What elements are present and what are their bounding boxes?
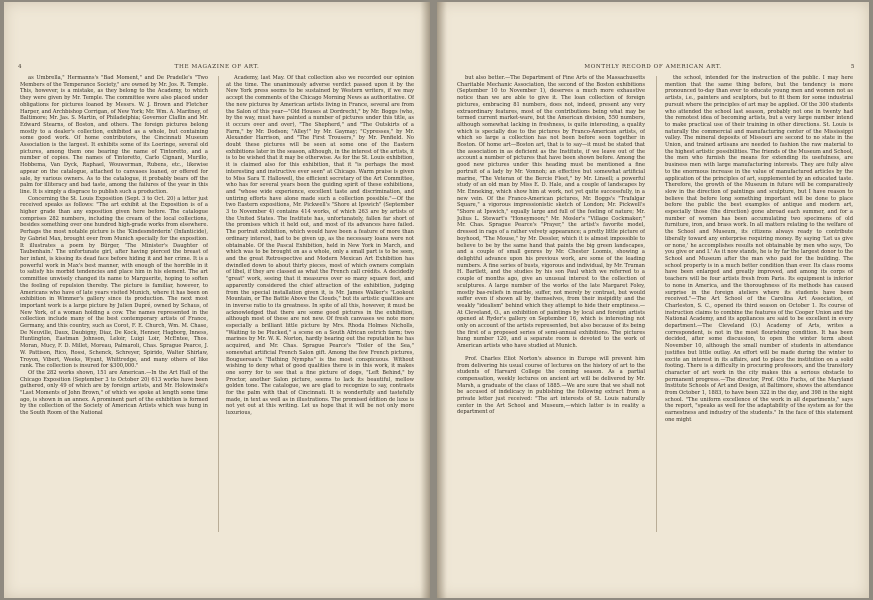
right-column-rule bbox=[656, 76, 657, 532]
paragraph: the school, intended for the instruction of the public. I may here mention that the same thing before, but the tendency is more pronounced to-day than ever to educate young men and women not as artists, i.e., painters and sculptors, but to fit them for some industrial pursuit where the principles of art may be applied. Of the 300 students who attended the school last season, probably not one in twenty had the remotest idea of becoming artists, but a very large number intend to make practical use of their training in other directions. St. Louis is naturally the commercial and manufacturing center of the Mississippi valley. The mineral deposits of Missouri are second to no state in the Union, and trained artisans are needed to fashion the raw material to the highest artistic possibilities. The friends of the Museum and School, the men who furnish the means for extending its usefulness, are business men with large manufacturing interests. They are fully alive to the enormous increase in the value of manufactured articles by the application of the principles of art, supplemented by an educated taste. Therefore, the growth of the Museum in future will be comparatively slow in the direction of paintings and sculpture, but I have reason to believe that before long something important will be done to place before the public the best examples of antique and modern art, especially those (the direction) gone abroad each summer, and for a number of women has been accumulating two specimens of old furniture, iron, and brass work. In all matters relating to the welfare of the School and Museum, its citizens always ready to contribute liberally toward any enterprise requiring money. By saying 'Let us give or none,' he accomplishes results not obtainable by men who says, 'Do you give or and I.' As it now stands, he is by far the largest donor to the School and Museum after the man who paid for the building. The school property is in a much better condition than ever. Its class rooms have been enlarged and greatly improved, and among its corps of teachers will be four artists fresh from Paris. Its equipment is inferior to none in America, and the thoroughness of its methods has caused surprise in the foreign ateliers where its students have been received."—The Art School of the Carolina Art Association, of Charleston, S. C., opened its third season on October 1. Its course of instruction claims to combine the features of the Cooper Union and the National Academy, and its appliances are said to be excellent in every department.—The Cleveland (O.) Academy of Arts, writes a correspondent, is not in the most flourishing condition. It has been decided, after some discussion, to open the winter term about November 10, although the small number of students in attendance justifies but little outlay. An effort will be made during the winter to excite an interest in its affairs, and to place the institution on a solid footing. There is a difficulty in procuring professors, and the transitory character of art work in the city makes this a serious obstacle to permanent progress.—The director, Prof. Otto Fuchs, of the Maryland Institute Schools of Art and Design, at Baltimore, shows the attendance from October 1, 1883, to have been 322 in the day, and 398 in the night school. "The uniform excellence of the work in all departments," says the report, "speaks as well for the adaptability of the system as for the earnestness and industry of the students." In the face of this statement one might bbox=[665, 75, 853, 423]
left-column-1 bbox=[20, 75, 208, 535]
right-page bbox=[437, 2, 869, 598]
right-running-head: MONTHLY RECORD OF AMERICAN ART. bbox=[584, 64, 722, 70]
left-column-2 bbox=[226, 75, 414, 535]
right-page-gutter-shadow bbox=[437, 2, 447, 598]
left-column-rule bbox=[218, 76, 219, 532]
left-page-gutter-shadow bbox=[420, 2, 430, 598]
left-page-number: 4 bbox=[18, 64, 23, 70]
paragraph: as Umbrella," Hermanns's "Bad Moment," and De Pradelle's "Two Members of the Temperance Society," are owned by Mr. Jos. R. Temple. This, however, is a mistake, as they belong to the Academy, to which they were given by Mr. Temple. The committee were also placed under obligations for pictures loaned by Messrs. W. J. Brown and Fletcher Harper, and Archbishop Corrigan, of New York; Mr. Wm. A. Maritney, of Baltimore; Mr. Jas. S. Martin, of Philadelphia; Governor Claflin and Mr. Edward Stearns, of Boston, and others. The foreign pictures belong mostly to a dealer's collection, exhibited as a whole, but containing some good work. Of home contributors, the Cincinnati Museum Association is the largest. It exhibits some of its Loeringe, several old pictures, among them one bearing the name of Tintoretto, and a number of copies. The names of Tintoretto, Carlo Cignani, Murillo, Hobbema, Van Dyck, Raphael, Wouwerman, Rubens, etc., likewise appear on the catalogue, attached to canvases loaned, or offered for sale, by various owners. As to the catalogue, it probably bears off the palm for illiteracy and bad taste, among the failures of the year in this line. It is simply a disgrace to publish such a production. bbox=[20, 75, 208, 195]
paragraph: Of the 282 works shown, 151 are American.—In the Art Hall of the Chicago Exposition (September 3 to October 20) 613 works have been gathered, only 49 of which are by foreign artists, and Mr. Holowinski's "Last Moments of John Brown," of which we spoke at length some time ago, is shown in an annex. A prominent part of the exhibition is formed by the collection of the Society of American Artists which was hung in the South Room of the National bbox=[20, 369, 208, 417]
right-column-2 bbox=[665, 75, 853, 535]
right-page-number: 5 bbox=[850, 64, 855, 70]
left-running-head: THE MAGAZINE OF ART. bbox=[174, 64, 260, 70]
paragraph: but also better.—The Department of Fine Arts of the Massachusetts Charitable Mechanic Association, the second of the Boston exhibitions (September 10 to November 1), deserves a much more exhaustive notice than we are able to give it. The loan collection of foreign pictures, embracing 81 numbers, does not, indeed, present any very extraordinary features, most of the contributions being what may be termed current market-ware, but the American division, 550 numbers, although somewhat lacking in freshness, is quite interesting, a quality which is specially due to the pictures by Franco-American artists, of which so large a collection has not been before seen together in Boston. Of home art—Boston art, that is to say—it must be stated that the association in as deficient as the Institute, if we leave out of the account a number of pictures that have been shown before. Among the good new pictures under this heading must be mentioned a fine portrait of a lady by Mr. Vonnoh; an effective but somewhat artificial marine, "The Veteran of the Bercie Fleet," by Mr. Linsell; a powerful study of an old man by Miss E. D. Hale, and a couple of landscapes by Mr. Enneking, which show him at work, not yet quite successfully, in a new vein. Of the Franco-American pictures, Mr. Boggs's "Trafalgar Square," a vigorous impressionistic sketch of London; Mr. Pickwell's "Shore at Ipswich," equally large and full of the feeling of nature; Mr. Julius L. Stewart's "Honeymoon;" Mr. Mosler's "Village Cockmaker;" Mr. Chas. Sprague Pearce's "Prayer," the artist's favorite model, dressed in rags of a rather velvety appearance; a pretty little picture of boyhood, "The Mouse," by Mr. Dessler, which it is almost impossible to believe to be by the same hand that paints the big green landscapes, and a couple of small genres by Mr. Chester Loomis, showing a delightful advance upon his previous work, are some of the leading numbers. A fine series of busts, vigorous and individual, by Mr. Truman H. Bartlett, and the studies by his son Paul which we referred to a couple of months ago, give an unusual interest to the collection of sculptures. A large number of the works of the late Margaret Foley, mostly bas-reliefs in marble, suffer, not merely by contrast, but would suffer even if shown all by themselves, from their insipidity and the weakly "idealism" behind which they attempt to hide their emptiness.—At Cleveland, O., an exhibition of paintings by local and foreign artists opened at Ryder's gallery on September 16, which is interesting not only on account of the artists represented, but also because of its being the first of a proposed series of semi-annual exhibitions. The pictures hung number 120, and a separate room is devoted to the work of American artists who have studied at Munich. bbox=[457, 75, 645, 350]
paragraph: Academy, last May. Of that collection also we recorded our opinion at the time. The unanimously adverse verdict passed upon it by the New York press seems to be sustained by Western writers, if we may accept the comments of the Chicago Morning News as authoritative. Of the new pictures by American artists living in France, several are from the Salon of this year—"Old Houses at Dordrecht," by Mr. Boggs (who, by the way, must have painted a number of pictures under this title, as it occurs over and over), "The Shepherd," and "The Outskirts of a Farm," by Mr. Dodson; "Alley!" by Mr. Gaymay; "Cypresses," by Mr. Alexander Harrison, and "The First Trousers," by Mr. Penfield. No doubt these pictures will be seen at some one of the Eastern exhibitions later in the season, although, in the interest of the artists, it is to be wished that it may be otherwise. As for the St. Louis exhibition, it is claimed also for this exhibition, that it "is perhaps the most interesting and instructive ever seen" at Chicago. Warm praise is given to Miss Sara T. Hallowell, the efficient secretary of the Art Committee, who has for several years been the guiding spirit of these exhibitions, and "whose wide experience, excellent taste and discrimination, and untiring efforts have alone made such a collection possible."—Of the two Eastern expositions, Mr. Pickwell's "Shore at Ipswich" (September 3 to November 4) contains 414 works, of which 263 are by artists of the United States. The Institute has, unfortunately, fallen far short of the promises which it held out, and most of its advances have failed. The portrait exhibition, which would have been a feature of more than ordinary interest, had to be given up, as the necessary loans were not obtainable. Of the Pascal Exhibition, held in New York in March, and which was to be brought on as a whole, only a small part is to be seen, and the great Retrospective and Modern Mexican Art Exhibition has dwindled down to about thirty pieces, most of which owners complain of libel, if they are classed as what the French call crédits. A decidedly "great" work, seeing that it measures over so many square feet, and apparently considered the chief attraction of the exhibition, judging from the special installation given it, is Mr. James Walker's "Lookout Mountain, or The Battle Above the Clouds," but its artistic qualities are in inverse ratio to its greatness. In spite of all this, however, it must be acknowledged that there are some good pictures in the exhibition, although most of these are not new. Of fresh canvases we note more especially a brilliant little picture by Mrs. Rhoda Holmes Nicholls, "Waiting to be Plucked," a scene on a South African ostrich farm; two marines by Mr. W. K. Norton, hardly bearing out the reputation he has acquired, and Mr. Chas. Sprague Pearce's "Toiler of the Sea," somewhat artificial French Salon gift. Among the few French pictures, Bouguereau's "Bathing Nymphs" is the most conspicuous. Without wishing to deny what of good qualities there is in this work, it makes one sorry for to see that a fine picture of dogs, "Left Behind," by Proctor, another Salon picture, seems to lack its beautiful, mellow golden tone. The catalogue, we are glad to recognize to say, contrasts for the palm with that of Cincinnati. It is wonderfully and tastefully made, in text as well as in illustrations. The promised édition de luxe is not yet out at this writing. Let us hope that it will be not only more luxurious, bbox=[226, 75, 414, 417]
left-page bbox=[4, 2, 430, 598]
paragraph: Prof. Charles Eliot Norton's absence in Europe will prevent him from delivering his usual course of lectures on the history of art to the students of Harvard College the coming season. As a partial compensation, weekly lectures on ancient art will be delivered by Mr. Marsh, a graduate of the class of 1885.—We are sure that we shall not be accused of indelicacy in publishing the following extract from a private letter just received: "The art interests of St. Louis naturally center in the Art School and Museum,—which latter is in reality a department of bbox=[457, 355, 645, 416]
right-column-1 bbox=[457, 75, 645, 535]
paragraph: Concerning the St. Louis Exposition (Sept. 3 to Oct. 20) a letter just received speaks as follows: "The art exhibit at the Exposition is of a higher grade than any exposition given here before. The catalogue comprises 282 numbers, including the cream of the local collections, besides something over one hundred high-grade works from elsewhere. Perhaps the most notable picture is the 'Kindesmörderin' (Infanticide), by Gabriel Max, brought over from Munich specially for the exposition. It illustrates a poem by Bürger, 'The Minister's Daughter of Taubenhain.' The unfortunate girl, after having pierced the breast of her infant, is kissing its dead face before hiding it and her crime. It is a powerful work in Max's best manner, with enough of the horrible in it to satisfy his morbid tendencies and place him in his element. The art committee unwisely changed its name to Marguerite, hoping to soften the feeling of repulsion thereby. The picture is familiar, however, to Americans who have of late years visited Munich, where it has been on exhibition in Wimmer's gallery since its production. The next most important work is a large picture by Julien Dupré, owned by Schaus, of New York, of a woman holding a cow. The names represented in the collection include many of the best contemporary artists of France, Germany, and this country, such as Corot, F. E. Church, Wm. M. Chase, De Neuville, Daux, Daubigny, Diaz, De Kock, Henner, Hagborg, Inness, Huntington, Eastman Johnson, Leloir, Luigi Loir, McEntee, Thos. Moran, Mucy, F. D. Millet, Moreau, Palmaroli, Chas. Sprague Pearce, J. W. Pattison, Rico, Rossi, Schenck, Schreyer, Spirido, Walter Shirlaw, Troyon, Vibert, Weeks, Wyant, Whittredge, and many others of like rank. The collection is insured for $300,000." bbox=[20, 195, 208, 370]
